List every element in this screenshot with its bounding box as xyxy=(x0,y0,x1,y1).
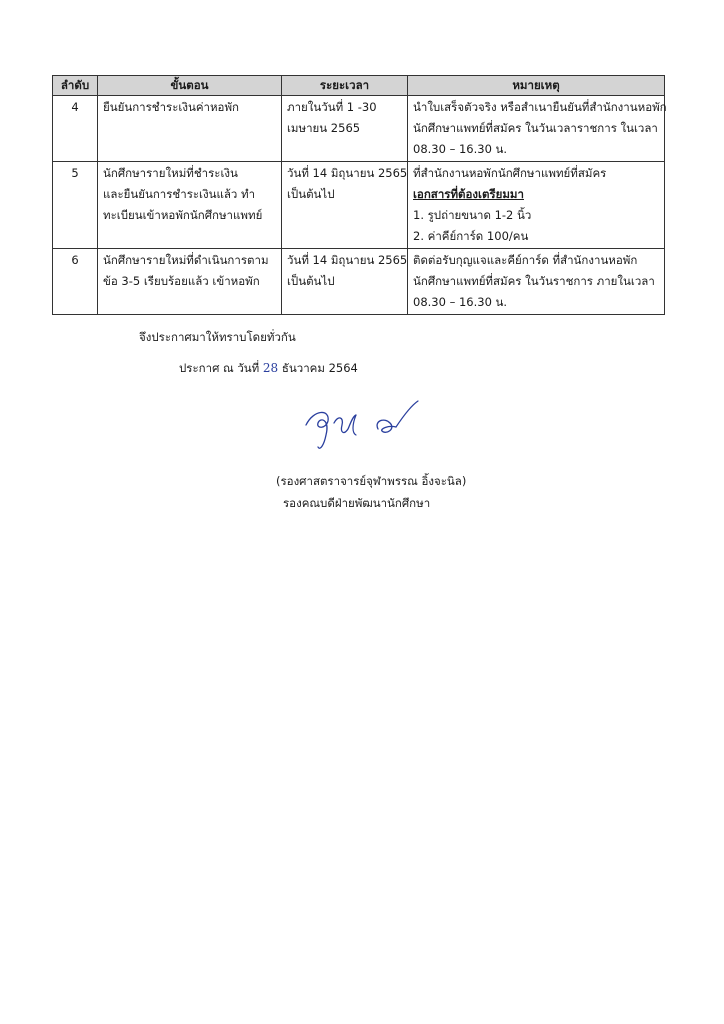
signer-position: รองคณบดีฝ่ายพัฒนานักศึกษา xyxy=(283,496,431,510)
required-documents-heading: เอกสารที่ต้องเตรียมมา xyxy=(413,187,524,201)
row-period xyxy=(282,96,408,162)
note-line: ที่สำนักงานหอพักนักศึกษาแพทย์ที่สมัคร xyxy=(413,166,607,180)
header-no: ลำดับ xyxy=(53,76,98,96)
period-line: เป็นต้นไป xyxy=(287,274,335,288)
required-item: 1. รูปถ่ายขนาด 1-2 นิ้ว xyxy=(413,208,532,222)
period-line: ภายในวันที่ 1 -30 xyxy=(287,100,377,114)
note-line: 08.30 – 16.30 น. xyxy=(413,142,508,156)
row-step xyxy=(98,162,282,249)
note-line: ติดต่อรับกุญแจและคีย์การ์ด ที่สำนักงานหอพัก xyxy=(413,253,638,267)
period-line: เป็นต้นไป xyxy=(287,187,335,201)
row-note xyxy=(408,249,665,315)
header-step: ขั้นตอน xyxy=(98,76,282,96)
step-line: นักศึกษารายใหม่ที่ชำระเงิน xyxy=(103,166,238,180)
step-line: ข้อ 3-5 เรียบร้อยแล้ว เข้าหอพัก xyxy=(103,274,260,288)
table-row xyxy=(53,96,665,162)
row-period xyxy=(282,162,408,249)
table-header-row xyxy=(53,76,665,96)
step-line: และยืนยันการชำระเงินแล้ว ทำ xyxy=(103,187,256,201)
date-prefix: ประกาศ ณ วันที่ xyxy=(179,361,260,375)
row-step xyxy=(98,249,282,315)
row-number: 6 xyxy=(53,249,98,315)
period-line: เมษายน 2565 xyxy=(287,121,361,135)
note-line: 08.30 – 16.30 น. xyxy=(413,295,508,309)
period-line: วันที่ 14 มิถุนายน 2565 xyxy=(287,166,408,180)
step-line: ทะเบียนเข้าหอพักนักศึกษาแพทย์ xyxy=(103,208,263,222)
table-row xyxy=(53,249,665,315)
handwritten-signature xyxy=(300,395,430,455)
step-line: ยืนยันการชำระเงินค่าหอพัก xyxy=(103,100,240,114)
note-line: นักศึกษาแพทย์ที่สมัคร ในวันเวลาราชการ ในเวลา xyxy=(413,121,658,135)
row-note xyxy=(408,162,665,249)
date-suffix: ธันวาคม 2564 xyxy=(281,361,358,375)
row-note xyxy=(408,96,665,162)
row-number: 5 xyxy=(53,162,98,249)
period-line: วันที่ 14 มิถุนายน 2565 xyxy=(287,253,408,267)
signer-name: (รองศาสตราจารย์จุฬาพรรณ อิ้งจะนิล) xyxy=(276,474,467,488)
procedure-table xyxy=(52,75,665,315)
row-period xyxy=(282,249,408,315)
note-line: นักศึกษาแพทย์ที่สมัคร ในวันราชการ ภายในเวลา xyxy=(413,274,655,288)
announcement-date xyxy=(179,360,358,378)
row-number: 4 xyxy=(53,96,98,162)
header-note: หมายเหตุ xyxy=(408,76,665,96)
header-period: ระยะเวลา xyxy=(282,76,408,96)
step-line: นักศึกษารายใหม่ที่ดำเนินการตาม xyxy=(103,253,269,267)
date-day: 28 xyxy=(262,361,279,375)
table-row xyxy=(53,162,665,249)
closing-statement: จึงประกาศมาให้ทราบโดยทั่วกัน xyxy=(139,330,296,344)
row-step xyxy=(98,96,282,162)
note-line: นำใบเสร็จตัวจริง หรือสำเนายืนยันที่สำนักงานหอพัก xyxy=(413,100,667,114)
required-item: 2. ค่าคีย์การ์ด 100/คน xyxy=(413,229,529,243)
